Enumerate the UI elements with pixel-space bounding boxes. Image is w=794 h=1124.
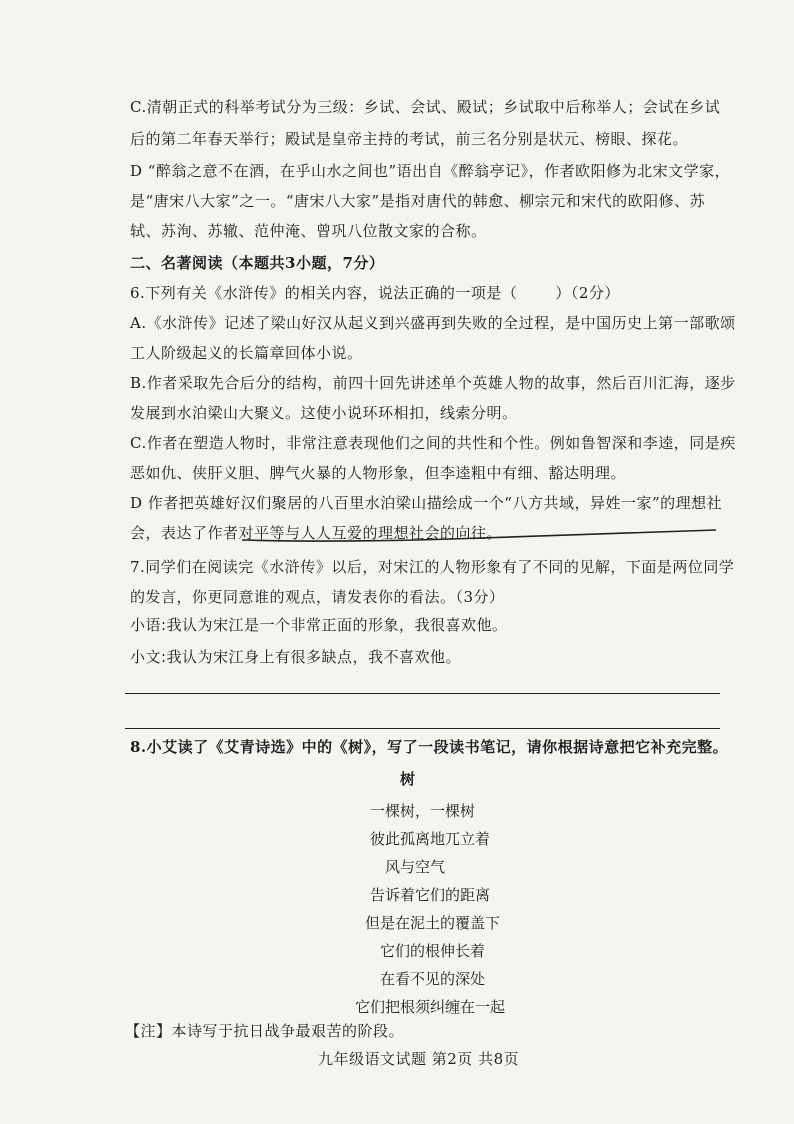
poem-title: 树 <box>400 770 416 788</box>
poem-line-7: 在看不见的深处 <box>380 970 486 988</box>
q6-option-c-line-2: 恶如仇、侠肝义胆、脾气火暴的人物形象，但李逵粗中有细、豁达明理。 <box>130 464 627 482</box>
q6-option-a-line-2: 工人阶级起义的长篇章回体小说。 <box>130 344 363 362</box>
q6-option-d-line-2: 会，表达了作者对平等与人人互爱的理想社会的向往。 <box>130 524 503 542</box>
option-d-line-3: 轼、苏洵、苏辙、范仲淹、曾巩八位散文家的合称。 <box>130 222 487 240</box>
q6-option-d-line-1: D 作者把英雄好汉们聚居的八百里水泊梁山描绘成一个“八方共域，异姓一家”的理想社 <box>130 494 723 512</box>
poem-line-1: 一棵树，一棵树 <box>370 802 476 820</box>
option-d-line-2: 是“唐宋八大家”之一。“唐宋八大家”是指对唐代的韩愈、柳宗元和宋代的欧阳修、苏 <box>130 192 706 210</box>
answer-line-1[interactable] <box>125 693 720 694</box>
question-6-text: 6.下列有关《水浒传》的相关内容，说法正确的一项是（ <box>130 284 518 302</box>
handwritten-underline <box>240 528 720 544</box>
option-c-line-1: C.清朝正式的科举考试分为三级：乡试、会试、殿试；乡试取中后称举人；会试在乡试 <box>130 98 721 116</box>
question-7-line-1: 7.同学们在阅读完《水浒传》以后，对宋江的人物形象有了不同的见解，下面是两位同学 <box>130 558 735 576</box>
poem-note: 【注】本诗写于抗日战争最艰苦的阶段。 <box>125 1022 405 1040</box>
answer-line-2[interactable] <box>125 728 720 729</box>
poem-line-8: 它们把根须纠缠在一起 <box>355 998 506 1016</box>
q6-option-a-line-1: A.《水浒传》记述了梁山好汉从起义到兴盛再到失败的全过程，是中国历史上第一部歌颂 <box>130 314 736 332</box>
question-6-stem <box>130 282 620 304</box>
poem-line-6: 它们的根伸长着 <box>380 942 486 960</box>
q6-option-b-line-1: B.作者采取先合后分的结构，前四十回先讲述单个英雄人物的故事，然后百川汇海，逐步 <box>130 374 736 392</box>
poem-line-2: 彼此孤离地兀立着 <box>370 830 491 848</box>
option-c-line-2: 后的第二年春天举行；殿试是皇帝主持的考试，前三名分别是状元、榜眼、探花。 <box>130 130 689 148</box>
section-2-heading: 二、名著阅读（本题共3小题，7分） <box>130 254 385 272</box>
student-xiaoyu-statement: 小语:我认为宋江是一个非常正面的形象，我很喜欢他。 <box>130 616 508 634</box>
question-7-line-2: 的发言，你更同意谁的观点，请发表你的看法。（3分） <box>130 588 505 606</box>
poem-line-4: 告诉着它们的距离 <box>370 886 491 904</box>
question-6-score: ）（2分） <box>555 284 620 302</box>
student-xiaowen-statement: 小文:我认为宋江身上有很多缺点，我不喜欢他。 <box>130 648 462 666</box>
q6-option-c-line-1: C.作者在塑造人物时，非常注意表现他们之间的共性和个性。例如鲁智深和李逵，同是疾 <box>130 434 736 452</box>
page-footer: 九年级语文试题 第2页 共8页 <box>318 1050 520 1068</box>
q6-option-b-line-2: 发展到水泊梁山大聚义。这使小说环环相扣，线索分明。 <box>130 404 518 422</box>
poem-line-3: 风与空气 <box>385 858 446 876</box>
option-d-line-1: D “醉翁之意不在酒，在乎山水之间也”语出自《醉翁亭记》，作者欧阳修为北宋文学家， <box>130 162 731 180</box>
poem-line-5: 但是在泥土的覆盖下 <box>365 914 501 932</box>
question-8-stem: 8.小艾读了《艾青诗选》中的《树》，写了一段读书笔记，请你根据诗意把它补充完整。 <box>130 738 729 756</box>
